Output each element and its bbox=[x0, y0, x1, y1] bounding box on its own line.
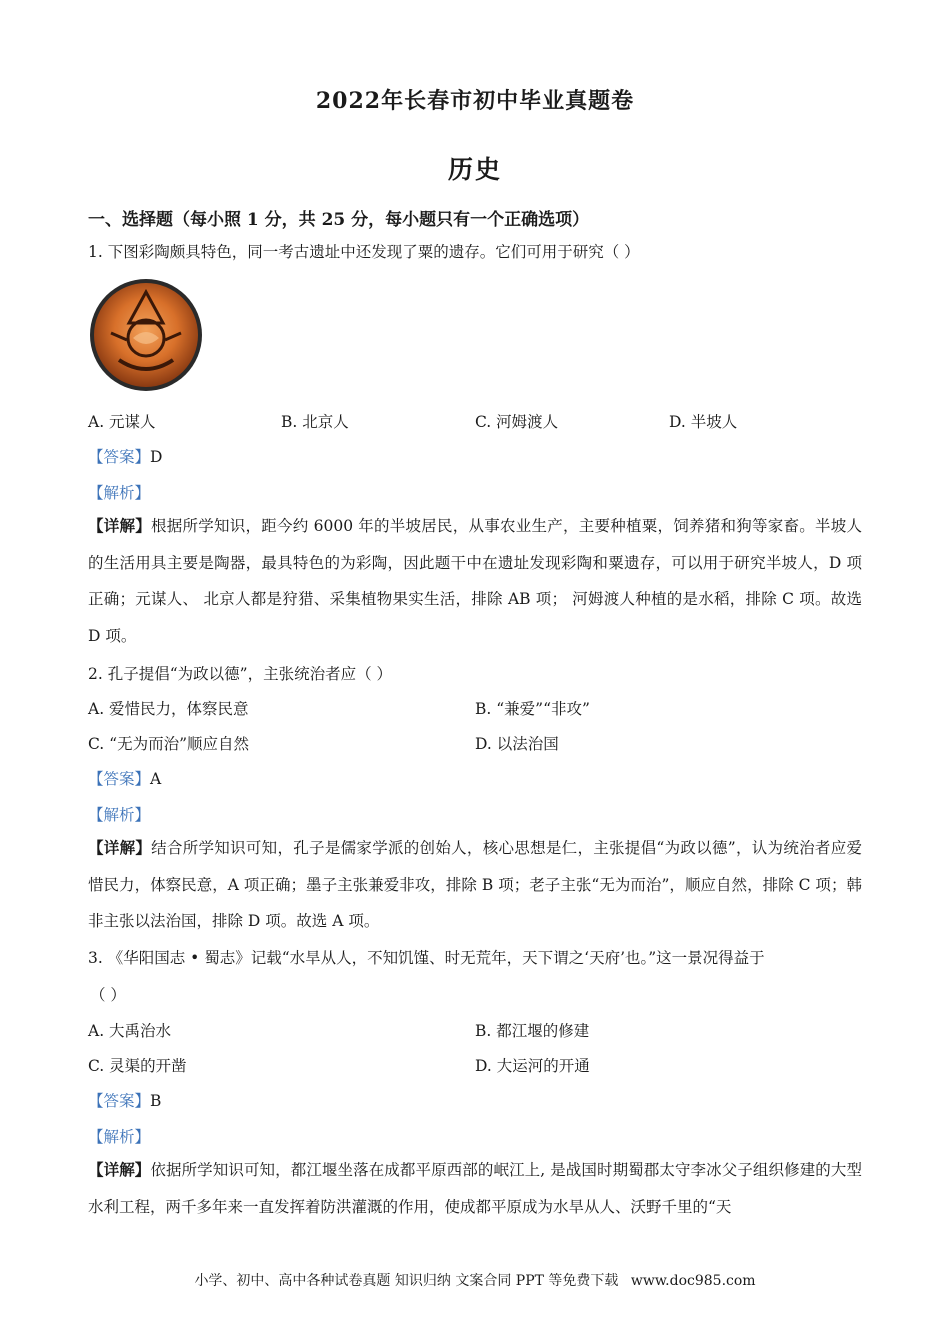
question-2-answer bbox=[88, 769, 161, 789]
detail-text: 根据所学知识，距今约 6000 年的半坡居民，从事农业生产，主要种植粟，饲养猪和狗等家畜。半坡人的生活用具主要是陶器，最具特色的为彩陶，因此题干中在遗址发现彩陶和粟遗存，可以用于研究半坡人，D 项正确；元谋人、 北京人都是狩猎、采集植物果实生活，排除 AB 项； 河姆渡人种植的是水稻，排除 C 项。故选 D 项。 bbox=[88, 517, 862, 646]
question-2-option-c: C. “无为而治”顺应自然 bbox=[88, 735, 250, 753]
detail-tag: 【详解】 bbox=[88, 516, 151, 535]
question-1-option-a: A. 元谋人 bbox=[88, 413, 156, 431]
detail-text: 结合所学知识可知，孔子是儒家学派的创始人，核心思想是仁，主张提倡“为政以德”，认为统治者应爱惜民力，体察民意，A 项正确；墨子主张兼爱非攻，排除 B 项；老子主张“无为而治”，顺应自然，排除 C 项；韩非主张以法治国，排除 D 项。故选 A 项。 bbox=[88, 839, 862, 931]
question-3-stem: 3. 《华阳国志 • 蜀志》记载“水旱从人，不知饥馑、时无荒年，天下谓之‘天府’也。”这一景况得益于 bbox=[88, 949, 765, 967]
question-3-option-b: B. 都江堰的修建 bbox=[475, 1022, 590, 1040]
detail-tag: 【详解】 bbox=[88, 838, 152, 857]
question-3-answer bbox=[88, 1091, 161, 1111]
question-2-stem: 2. 孔子提倡“为政以德”，主张统治者应（ ） bbox=[88, 665, 392, 683]
answer-value: D bbox=[150, 448, 163, 466]
answer-value: B bbox=[150, 1092, 162, 1110]
question-1-analysis-tag: 【解析】 bbox=[88, 484, 151, 502]
question-2-detail bbox=[88, 830, 862, 940]
question-1-option-d: D. 半坡人 bbox=[669, 413, 738, 431]
question-3-analysis-tag: 【解析】 bbox=[88, 1128, 151, 1146]
footer-url[interactable]: www.doc985.com bbox=[630, 1273, 756, 1289]
detail-tag: 【详解】 bbox=[88, 1160, 151, 1179]
question-1-option-c: C. 河姆渡人 bbox=[475, 413, 559, 431]
footer-text: 小学、初中、高中各种试卷真题 知识归纳 文案合同 PPT 等免费下载 bbox=[194, 1273, 619, 1289]
question-1-option-b: B. 北京人 bbox=[281, 413, 349, 431]
subject-title: 历史 bbox=[447, 155, 502, 184]
detail-text: 依据所学知识可知，都江堰坐落在成都平原西部的岷江上, 是战国时期蜀郡太守李冰父子组织修建的大型水利工程，两千多年来一直发挥着防洪灌溉的作用，使成都平原成为水旱从人、沃野千里的“天 bbox=[88, 1161, 862, 1216]
question-3-detail bbox=[88, 1152, 862, 1225]
section-heading: 一、选择题（每小照 1 分，共 25 分，每小题只有一个正确选项） bbox=[88, 210, 590, 230]
answer-tag: 【答案】 bbox=[88, 1092, 151, 1110]
question-1-stem: 1. 下图彩陶颇具特色，同一考古遗址中还发现了粟的遗存。它们可用于研究（ ） bbox=[88, 243, 640, 261]
answer-tag: 【答案】 bbox=[88, 770, 151, 788]
answer-tag: 【答案】 bbox=[88, 448, 151, 466]
question-2-option-a: A. 爱惜民力，体察民意 bbox=[88, 700, 249, 718]
question-3-option-d: D. 大运河的开通 bbox=[475, 1057, 590, 1075]
question-1-detail bbox=[88, 508, 862, 655]
question-2-option-d: D. 以法治国 bbox=[475, 735, 559, 753]
question-2-analysis-tag: 【解析】 bbox=[88, 806, 151, 824]
question-1-answer bbox=[88, 447, 162, 467]
painted-pottery-image bbox=[89, 278, 203, 392]
question-3-option-a: A. 大禹治水 bbox=[88, 1022, 172, 1040]
question-2-option-b: B. “兼爱”“非攻” bbox=[475, 700, 590, 718]
answer-value: A bbox=[150, 770, 162, 788]
question-3-option-c: C. 灵渠的开凿 bbox=[88, 1057, 187, 1075]
question-3-stem-cont: （ ） bbox=[90, 986, 126, 1004]
page-footer bbox=[0, 1270, 950, 1290]
page-title: 2022年长春市初中毕业真题卷 bbox=[315, 88, 635, 114]
